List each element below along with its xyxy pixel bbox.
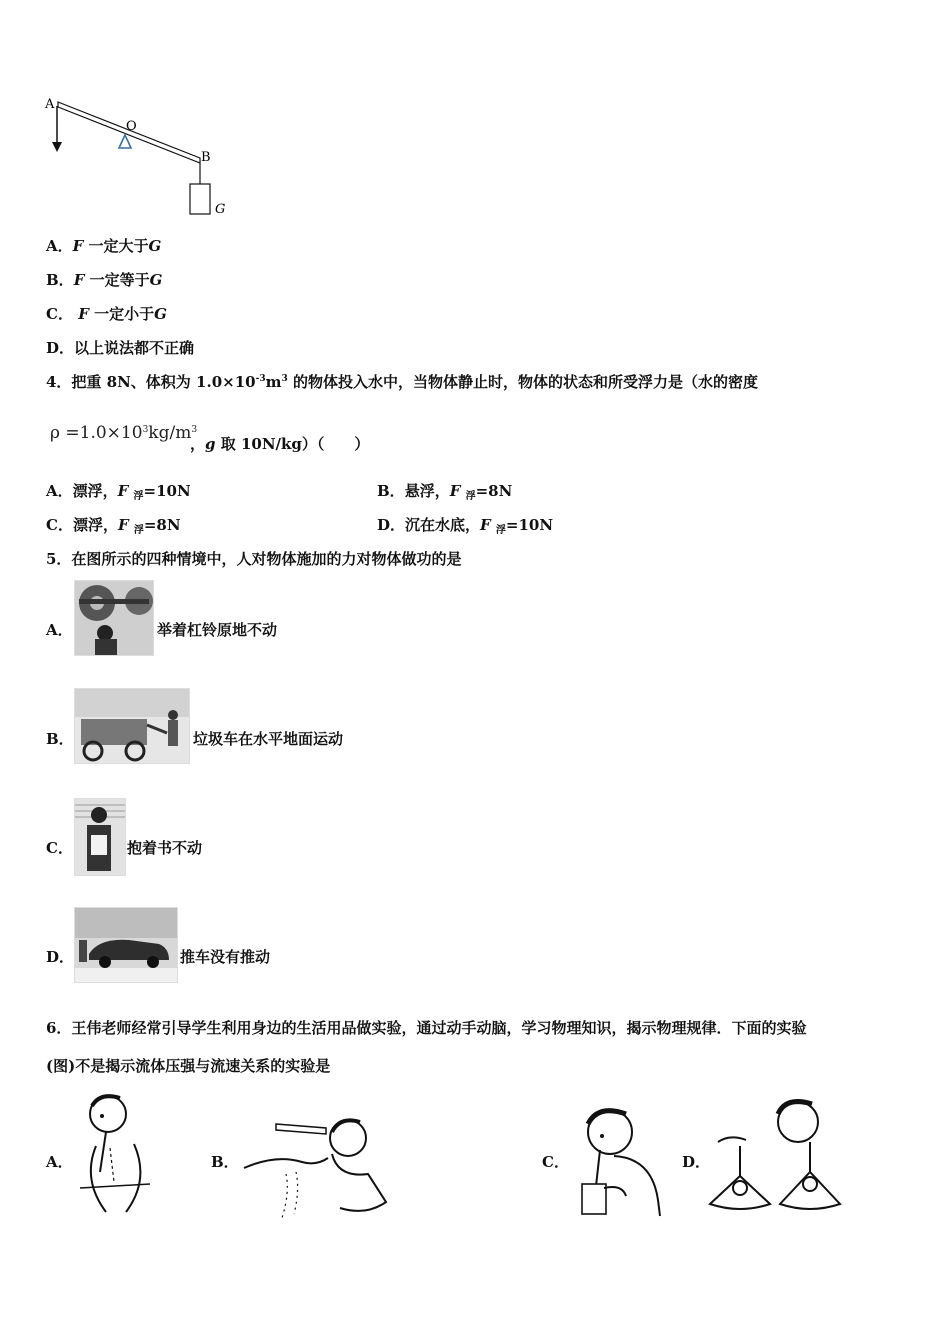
q6-stem-line2: (图)不是揭示流体压强与流速关系的实验是 xyxy=(46,1057,331,1075)
q4-stem-tail: ，g 取 10N/kg）（ ） xyxy=(190,435,370,453)
q3-option-c[interactable]: C． F 一定小于G xyxy=(46,305,167,323)
q6-stem-line1: 6．王伟老师经常引导学生利用身边的生活用品做实验，通过动手动脑，学习物理知识，揭示物理规律．下面的实验 xyxy=(46,1019,807,1037)
q5-option-c-text: 抱着书不动 xyxy=(127,839,203,857)
q5-option-d-letter[interactable]: D． xyxy=(46,948,75,966)
q6-option-b-letter[interactable]: B． xyxy=(211,1153,239,1171)
q6-option-c-letter[interactable]: C． xyxy=(542,1153,569,1171)
q6-option-d-letter[interactable]: D． xyxy=(682,1153,711,1171)
lever-label-o: O xyxy=(126,119,137,134)
q3-option-a[interactable]: A．F 一定大于G xyxy=(46,237,162,255)
q4-option-b[interactable]: B．悬浮，F $_浮$=8N xyxy=(377,482,513,502)
q3-option-b[interactable]: B．F 一定等于G xyxy=(46,271,163,289)
q4-option-c[interactable]: C．漂浮，F $_浮$=8N xyxy=(46,516,181,536)
q5-option-b-letter[interactable]: B． xyxy=(46,730,74,748)
q5-option-a-text: 举着杠铃原地不动 xyxy=(157,621,278,639)
drinking-with-straw-drawing xyxy=(568,1100,668,1220)
q4-option-a[interactable]: A．漂浮，F $_浮$=10N xyxy=(46,482,191,502)
lever-diagram xyxy=(40,92,240,222)
q5-option-a-letter[interactable]: A． xyxy=(46,621,73,639)
q4-stem: 4．把重 8N、体积为 $1.0\times 10^{-3}m^3$ 的物体投入水中，当物体静止时，物体的状态和所受浮力是（水的密度 xyxy=(46,373,758,391)
pushing-car-photo xyxy=(74,907,178,983)
blowing-between-papers-drawing xyxy=(70,1088,160,1220)
holding-books-photo xyxy=(74,798,126,876)
q5-option-b-text: 垃圾车在水平地面运动 xyxy=(193,730,344,748)
funnel-ball-drawing xyxy=(706,1092,856,1222)
weight-label-g: G xyxy=(215,202,226,217)
garbage-cart-photo xyxy=(74,688,190,764)
fulcrum-triangle xyxy=(119,135,131,148)
weightlifter-photo xyxy=(74,580,154,656)
q4-option-d[interactable]: D．沉在水底，F $_浮$=10N xyxy=(377,516,554,536)
q6-option-a-letter[interactable]: A． xyxy=(46,1153,73,1171)
weight-block xyxy=(190,184,210,214)
density-formula: $\rho =1.0\times 10^3kg/m^3$ xyxy=(50,423,198,443)
q3-option-d[interactable]: D．以上说法都不正确 xyxy=(46,339,195,357)
q5-stem: 5．在图所示的四种情境中，人对物体施加的力对物体做功的是 xyxy=(46,550,462,568)
q5-option-c-letter[interactable]: C． xyxy=(46,839,73,857)
blowing-over-paper-strip-drawing xyxy=(236,1108,400,1222)
lever-label-a: A xyxy=(45,97,55,112)
force-arrow-head xyxy=(52,142,62,152)
q5-option-d-text: 推车没有推动 xyxy=(180,948,271,966)
lever-label-b: B xyxy=(201,150,211,165)
